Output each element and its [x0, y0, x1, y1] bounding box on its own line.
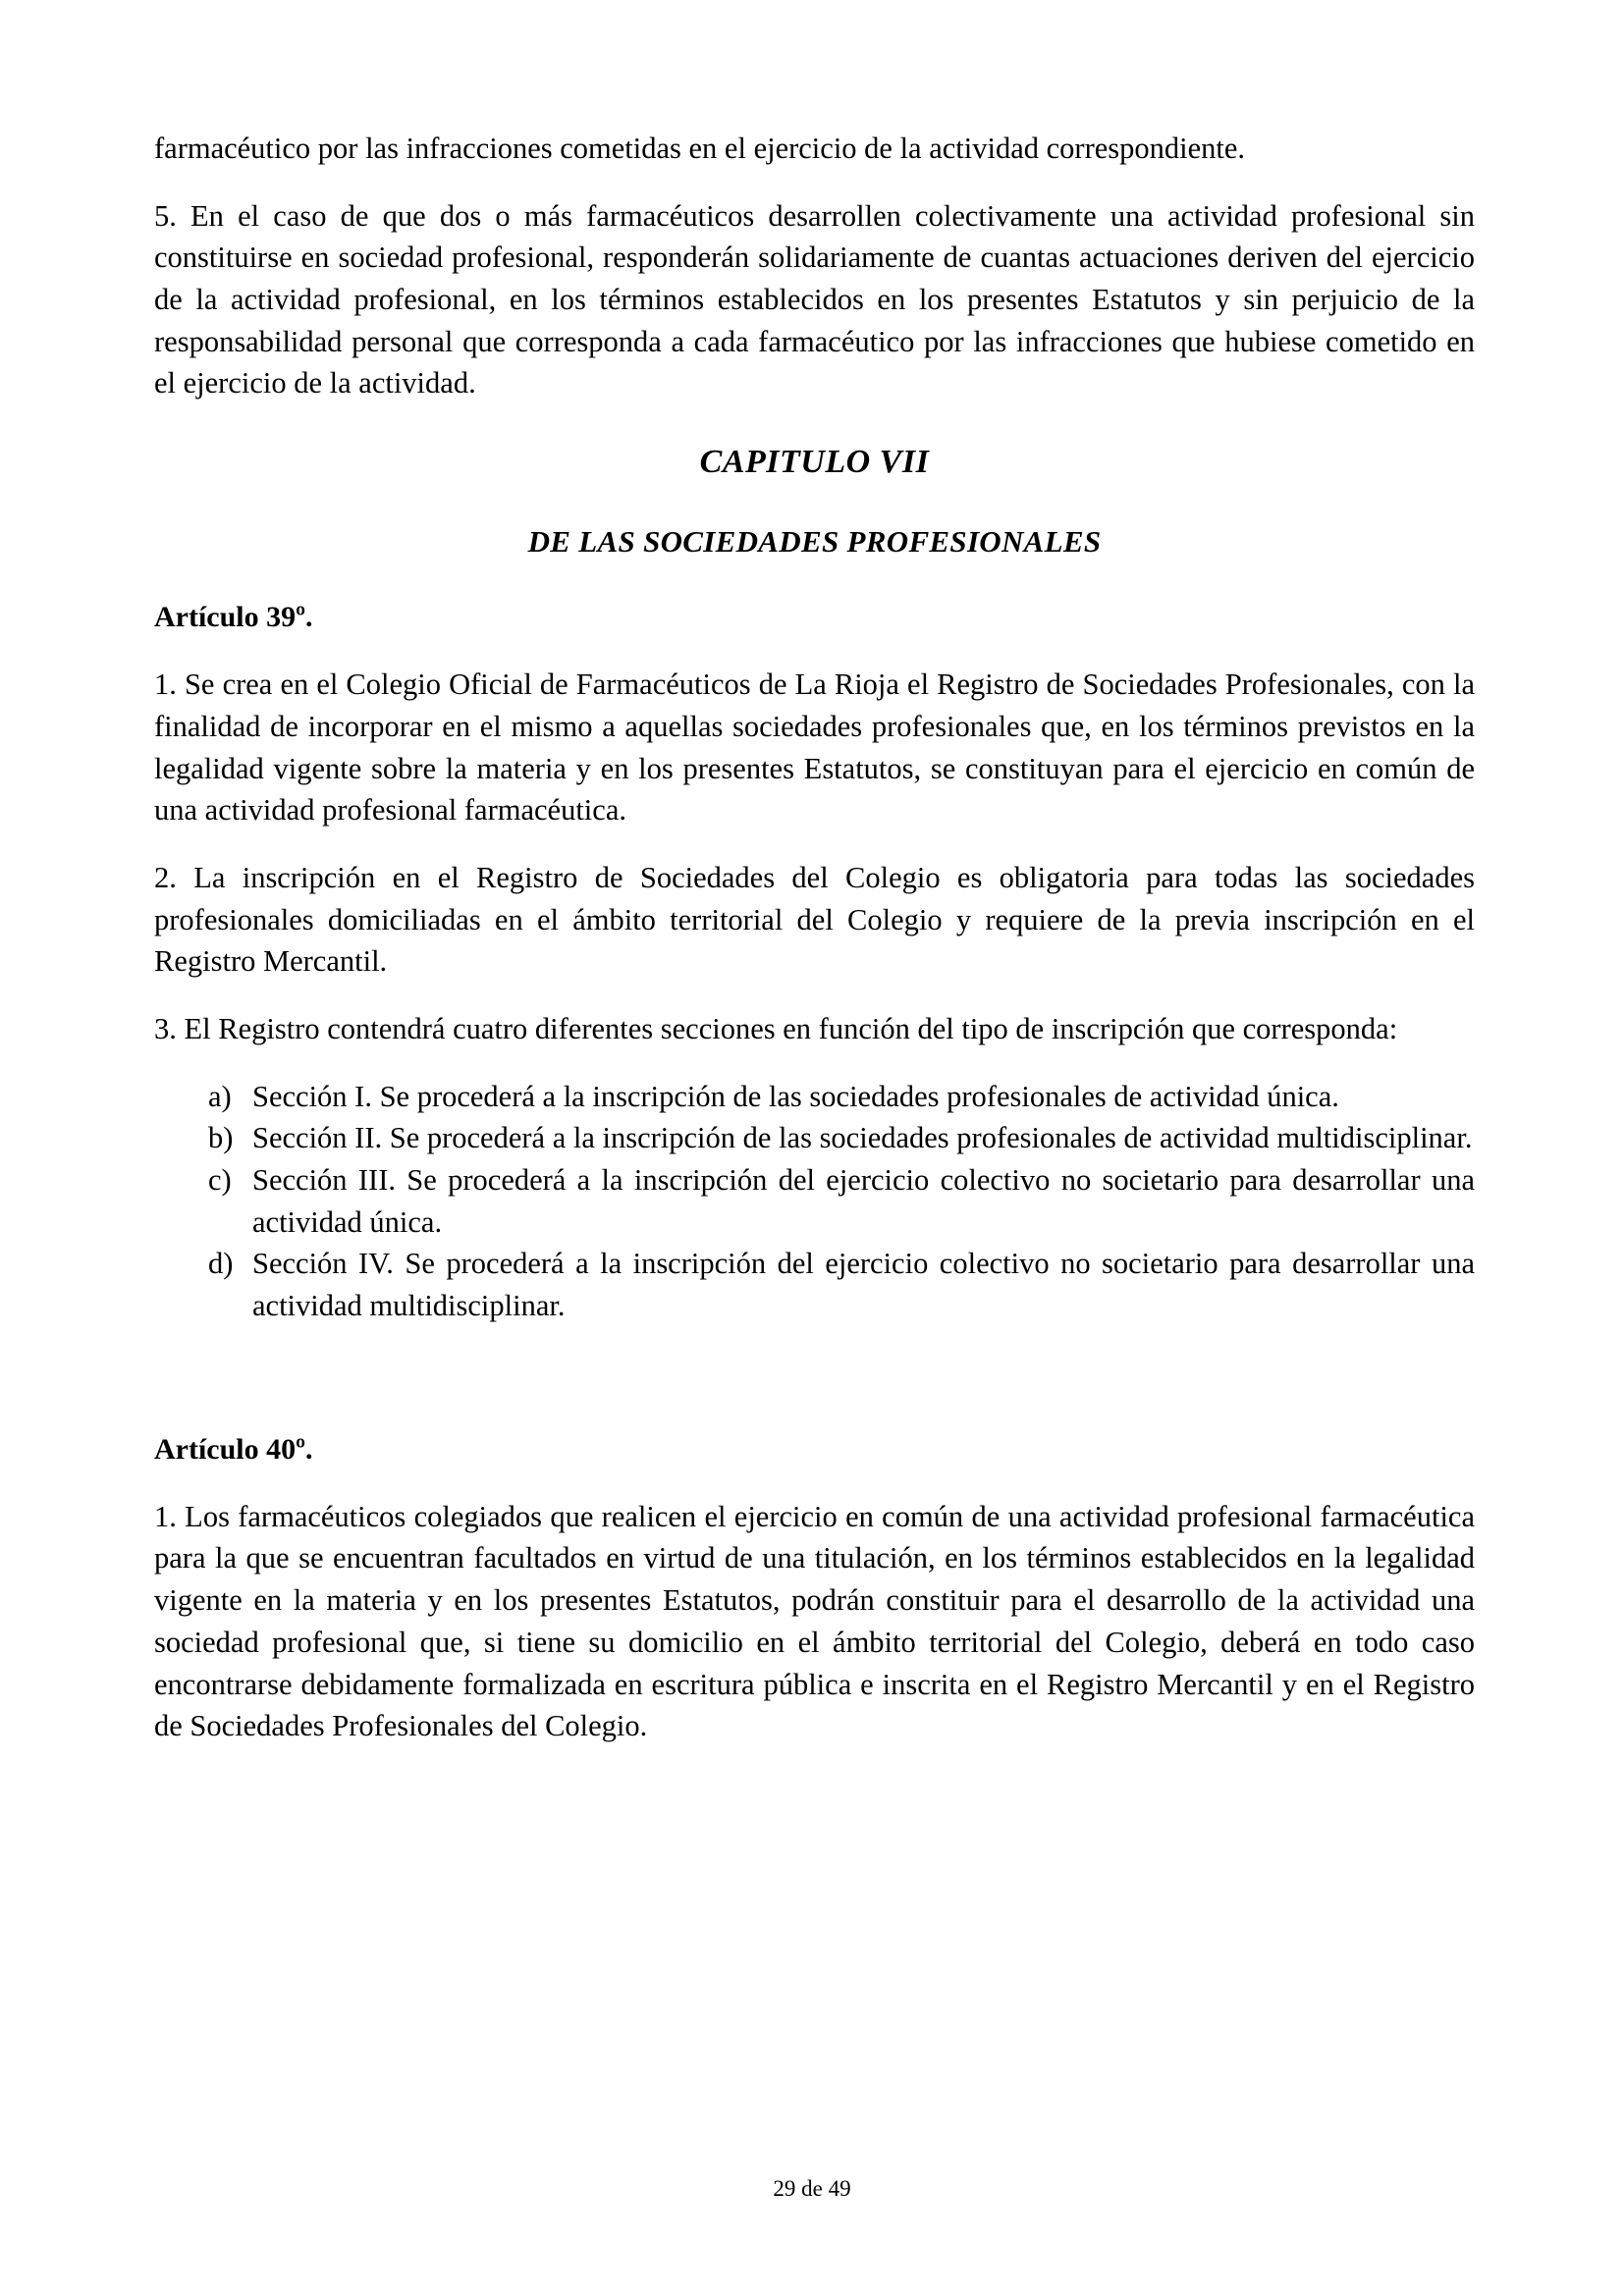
paragraph-continuation: farmacéutico por las infracciones cometidas en el ejercicio de la actividad correspondiente.: [154, 132, 1246, 165]
list-item-text: Sección II. Se procederá a la inscripción de las sociedades profesionales de actividad multidisciplinar.: [252, 1121, 1473, 1155]
article-40-paragraph-1: 1. Los farmacéuticos colegiados que realicen el ejercicio en común de una actividad profesional farmacéutica para la que se encuentran facultados en virtud de una titulación, en los términos establecidos en la legalidad vigente en la materia y en los presentes Estatutos, podrán constituir para el desarrollo de la actividad una sociedad profesional que, si tiene su domicilio en el ámbito territorial del Colegio, deberá en todo caso encontrarse debidamente formalizada en escritura pública e inscrita en el Registro Mercantil y en el Registro de Sociedades Profesionales del Colegio.: [154, 1499, 1475, 1743]
chapter-subtitle: DE LAS SOCIEDADES PROFESIONALES: [527, 524, 1102, 560]
list-item: [154, 1117, 1475, 1159]
article-39-paragraph-1: 1. Se crea en el Colegio Oficial de Farmacéuticos de La Rioja el Registro de Sociedades Profesionales, con la finalidad de incorporar en el mismo a aquellas sociedades profesionales que, en los términos previstos en la legalidad vigente sobre la materia y en los presentes Estatutos, se constituyan para el ejercicio en común de una actividad profesional farmacéutica.: [154, 667, 1475, 828]
list-item: [154, 1159, 1475, 1243]
article-39-paragraph-3: 3. El Registro contendrá cuatro diferentes secciones en función del tipo de inscripción que corresponda:: [154, 1011, 1398, 1045]
article-39-heading: Artículo 39º.: [154, 601, 313, 634]
list-item: [154, 1243, 1475, 1326]
list-item-text: Sección I. Se procederá a la inscripción de las sociedades profesionales de actividad única.: [252, 1079, 1339, 1113]
document-body: [154, 128, 1475, 1747]
article-40-heading: Artículo 40º.: [154, 1432, 313, 1466]
list-item-marker: b): [208, 1121, 234, 1155]
list-item-text: Sección III. Se procederá a la inscripción del ejercicio colectivo no societario para desarrollar una actividad única.: [252, 1163, 1475, 1239]
list-item-marker: d): [208, 1247, 234, 1281]
list-item: [154, 1076, 1475, 1118]
list-item-text: Sección IV. Se procederá a la inscripción del ejercicio colectivo no societario para desarrollar una actividad multidisciplinar.: [252, 1247, 1475, 1323]
chapter-title: CAPITULO VII: [699, 444, 930, 481]
article-39-paragraph-2: 2. La inscripción en el Registro de Sociedades del Colegio es obligatoria para todas las sociedades profesionales domiciliadas en el ámbito territorial del Colegio y requiere de la previa inscripción en el Registro Mercantil.: [154, 860, 1475, 979]
article-39-section-list: [154, 1076, 1475, 1327]
section-spacer: [154, 1353, 1475, 1392]
list-item-marker: a): [208, 1079, 232, 1113]
page-footer: 29 de 49: [773, 2176, 851, 2201]
list-item-marker: c): [208, 1163, 232, 1197]
paragraph-clause-5: 5. En el caso de que dos o más farmacéuticos desarrollen colectivamente una actividad profesional sin constituirse en sociedad profesional, responderán solidariamente de cuantas actuaciones deriven del ejercicio de la actividad profesional, en los términos establecidos en los presentes Estatutos y sin perjuicio de la responsabilidad personal que corresponda a cada farmacéutico por las infracciones que hubiese cometido en el ejercicio de la actividad.: [154, 198, 1475, 400]
